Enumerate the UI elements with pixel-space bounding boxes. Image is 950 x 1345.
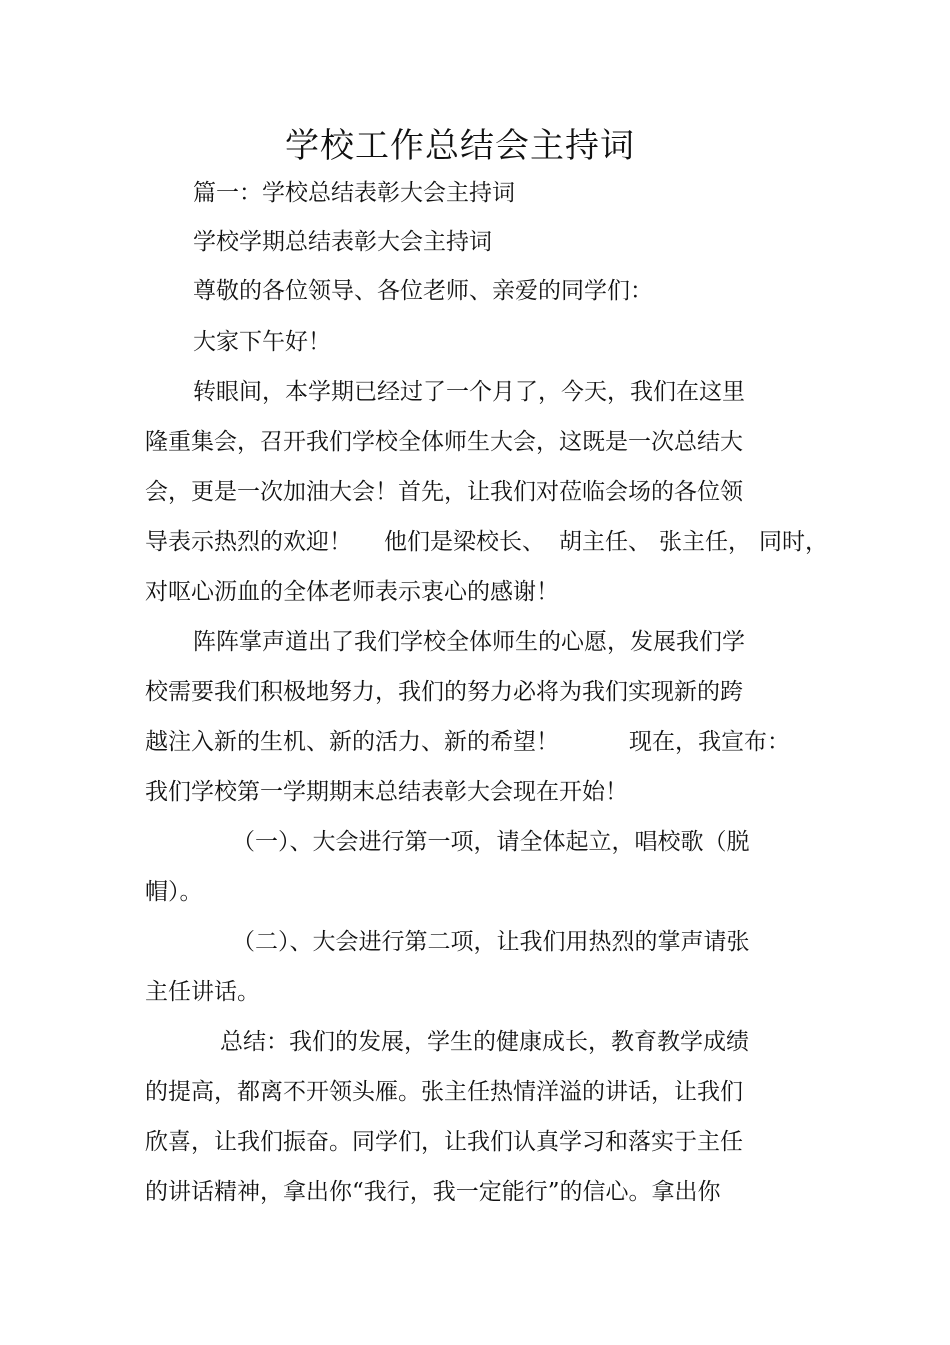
paragraph-line: 我们学校第一学期期末总结表彰大会现在开始！	[145, 779, 628, 805]
paragraph-line: 校需要我们积极地努力，我们的努力必将为我们实现新的跨	[145, 679, 743, 705]
text-segment: 导表示热烈的欢迎！	[145, 529, 352, 555]
paragraph-line: 隆重集会，召开我们学校全体师生大会，这既是一次总结大	[145, 429, 743, 455]
text-segment: 越注入新的生机、新的活力、新的希望！	[145, 729, 559, 755]
paragraph-line: 帽）。	[145, 879, 203, 905]
paragraph-line	[145, 524, 828, 560]
paragraph-line: 的提高，都离不开领头雁。张主任热情洋溢的讲话，让我们	[145, 1079, 743, 1105]
paragraph-line: 欣喜，让我们振奋。同学们，让我们认真学习和落实于主任	[145, 1129, 743, 1155]
agenda-item-1: （一）、大会进行第一项，请全体起立，唱校歌（脱	[232, 829, 750, 855]
paragraph-line: 会，更是一次加油大会！首先，让我们对莅临会场的各位领	[145, 479, 743, 505]
text-segment: 张主任，	[659, 529, 751, 555]
text-segment: 现在，我宣布：	[629, 729, 790, 755]
text-segment: 他们是梁校长、	[384, 529, 545, 555]
paragraph-line: 对呕心沥血的全体老师表示衷心的感谢！	[145, 579, 559, 605]
salutation-line: 尊敬的各位领导、各位老师、亲爱的同学们：	[193, 278, 653, 304]
summary-line: 总结：我们的发展，学生的健康成长，教育教学成绩	[220, 1029, 749, 1055]
text-segment: 胡主任、	[559, 529, 651, 555]
page-title: 学校工作总结会主持词	[285, 126, 635, 166]
greeting-line: 大家下午好！	[193, 329, 331, 355]
agenda-item-2: （二）、大会进行第二项，让我们用热烈的掌声请张	[232, 929, 750, 955]
paragraph-line: 转眼间，本学期已经过了一个月了，今天，我们在这里	[193, 379, 745, 405]
paragraph-line: 的讲话精神，拿出你“我行，我一定能行”的信心。拿出你	[145, 1179, 721, 1205]
text-segment: 同时，	[759, 529, 828, 555]
section-heading: 篇一：学校总结表彰大会主持词	[193, 180, 515, 206]
paragraph-line: 主任讲话。	[145, 979, 260, 1005]
subtitle-line: 学校学期总结表彰大会主持词	[193, 229, 492, 255]
paragraph-line	[145, 724, 790, 760]
paragraph-line: 阵阵掌声道出了我们学校全体师生的心愿，发展我们学	[193, 629, 745, 655]
